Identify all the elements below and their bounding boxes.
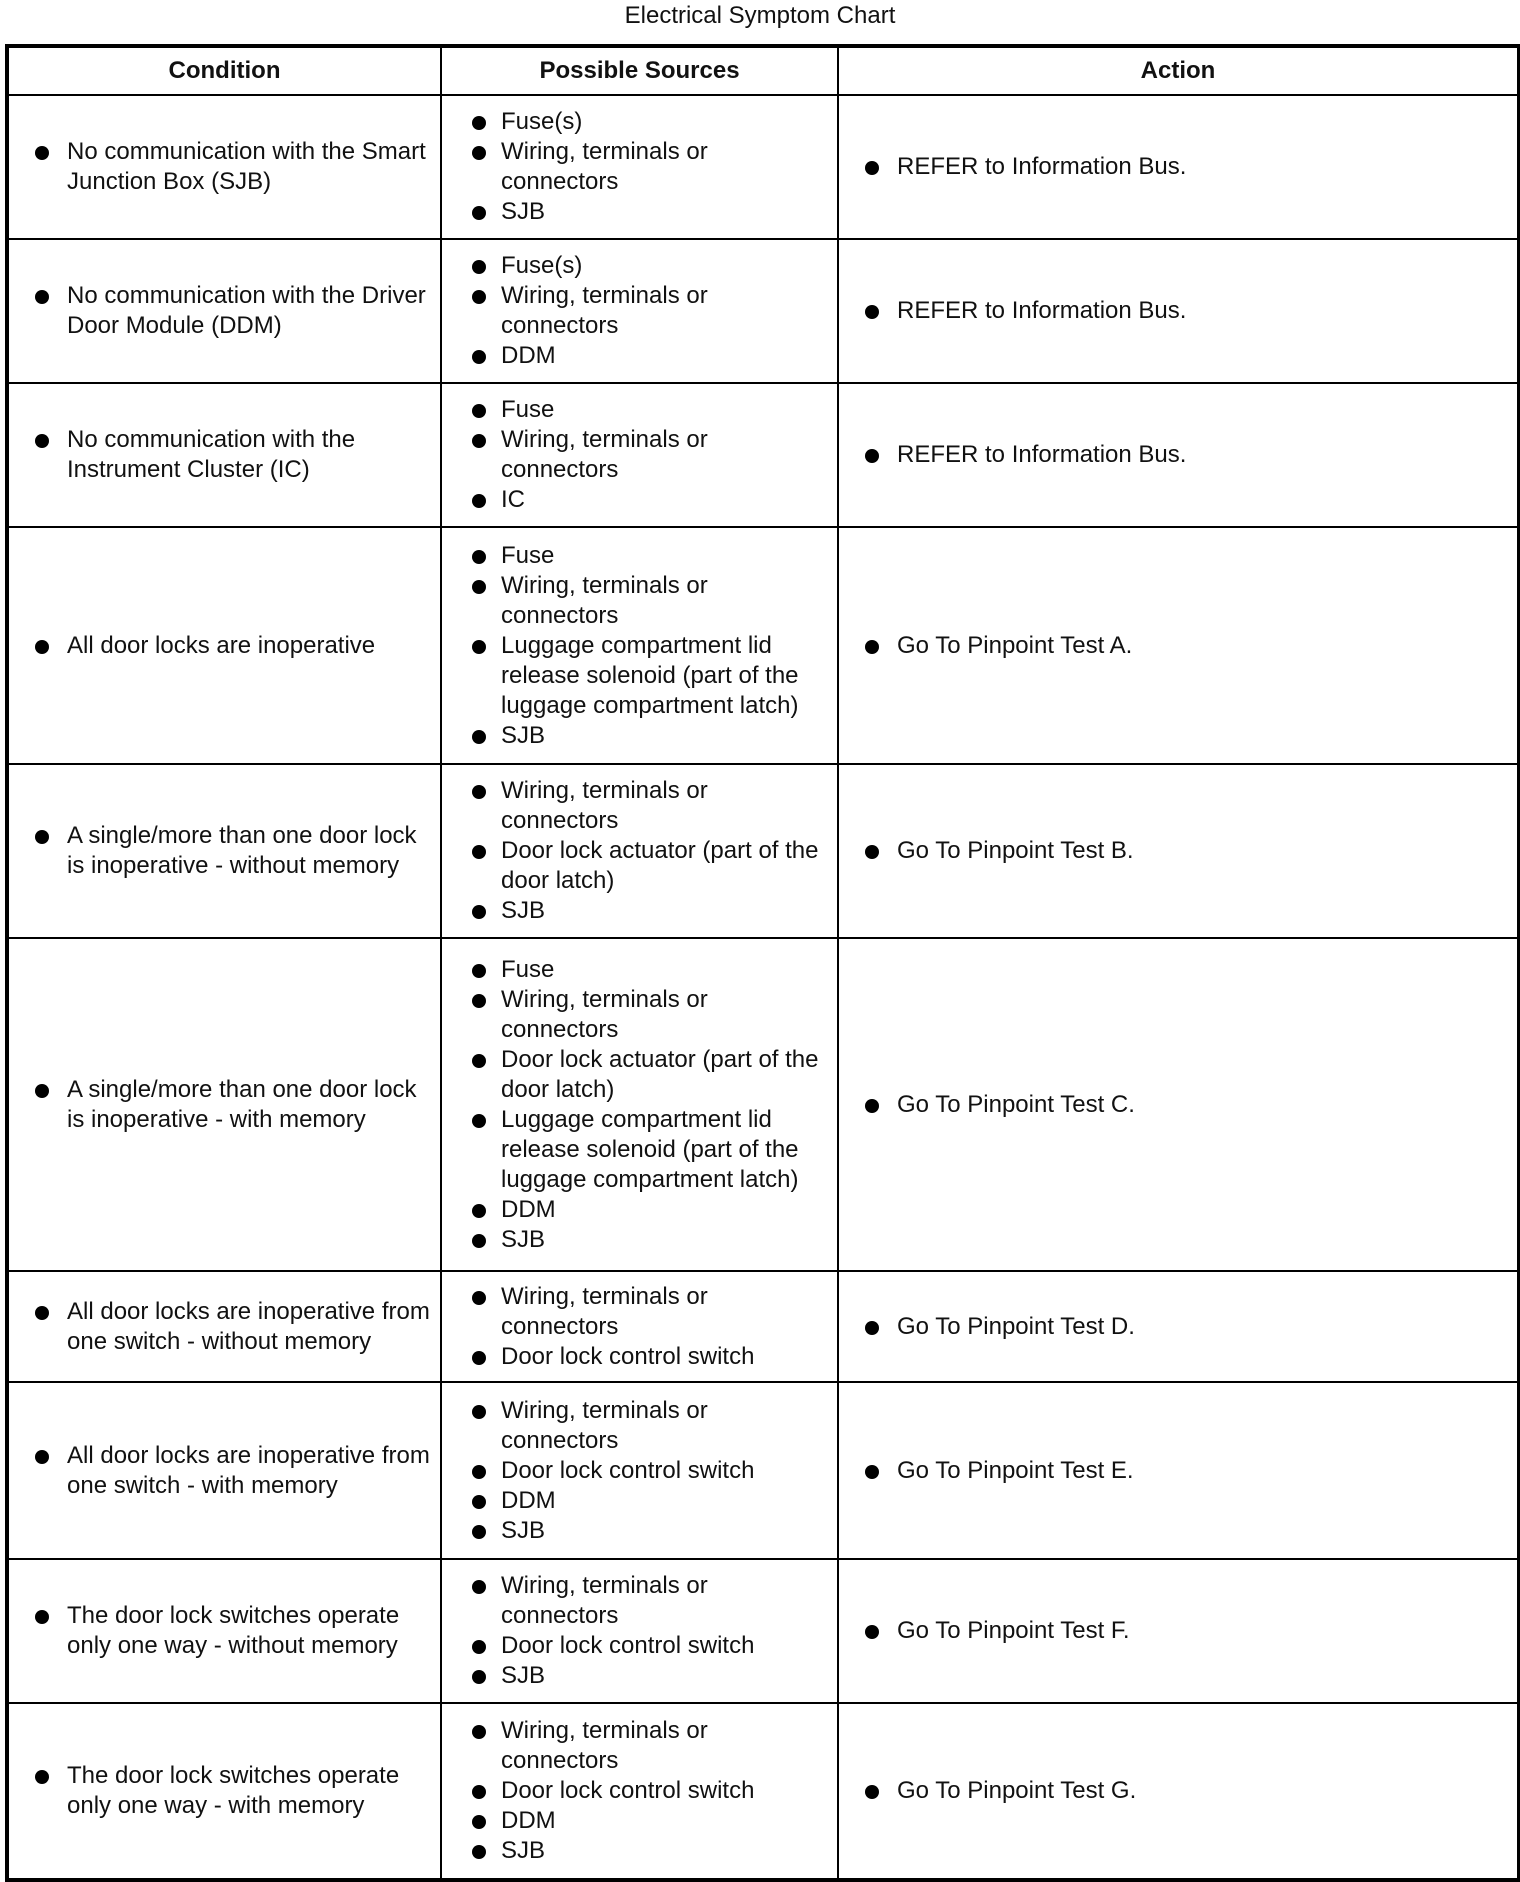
action-cell-list bbox=[839, 296, 1517, 326]
possible-sources-cell-list bbox=[442, 955, 837, 1255]
possible-sources-cell-list bbox=[442, 251, 837, 371]
possible-source-item: Door lock actuator (part of the door latch) bbox=[442, 1045, 837, 1105]
possible-source-item: Door lock actuator (part of the door latch) bbox=[442, 836, 837, 896]
possible-sources-cell bbox=[441, 764, 838, 938]
action-cell bbox=[838, 1382, 1519, 1559]
table-row bbox=[7, 764, 1519, 938]
table-row bbox=[7, 938, 1519, 1271]
condition-cell bbox=[7, 1703, 441, 1880]
possible-source-item: Luggage compartment lid release solenoid (part of the luggage compartment latch) bbox=[442, 1105, 837, 1195]
condition-text: No communication with the Instrument Cluster (IC) bbox=[9, 425, 440, 485]
possible-source-item: Luggage compartment lid release solenoid (part of the luggage compartment latch) bbox=[442, 631, 837, 721]
condition-cell bbox=[7, 95, 441, 239]
action-cell-list bbox=[839, 152, 1517, 182]
action-cell bbox=[838, 938, 1519, 1271]
condition-cell-list bbox=[9, 1761, 440, 1821]
condition-cell-list bbox=[9, 821, 440, 881]
action-cell-list bbox=[839, 1312, 1517, 1342]
possible-source-item: Door lock control switch bbox=[442, 1631, 837, 1661]
possible-sources-cell bbox=[441, 383, 838, 527]
possible-source-item: Fuse bbox=[442, 395, 837, 425]
possible-source-item: Fuse bbox=[442, 955, 837, 985]
condition-text: All door locks are inoperative from one switch - without memory bbox=[9, 1297, 440, 1357]
table-row bbox=[7, 383, 1519, 527]
possible-source-item: IC bbox=[442, 485, 837, 515]
condition-cell bbox=[7, 938, 441, 1271]
action-cell-list bbox=[839, 631, 1517, 661]
possible-sources-cell-list bbox=[442, 1716, 837, 1866]
condition-cell-list bbox=[9, 1441, 440, 1501]
possible-source-item: SJB bbox=[442, 721, 837, 751]
action-text: REFER to Information Bus. bbox=[839, 296, 1517, 326]
table-row bbox=[7, 1703, 1519, 1880]
table-body bbox=[7, 95, 1519, 1880]
action-cell-list bbox=[839, 1776, 1517, 1806]
possible-sources-cell-list bbox=[442, 1571, 837, 1691]
possible-source-item: DDM bbox=[442, 1195, 837, 1225]
condition-cell-list bbox=[9, 1601, 440, 1661]
action-cell bbox=[838, 1271, 1519, 1382]
condition-cell bbox=[7, 383, 441, 527]
condition-cell-list bbox=[9, 1297, 440, 1357]
table-row bbox=[7, 239, 1519, 383]
action-text: REFER to Information Bus. bbox=[839, 152, 1517, 182]
condition-text: All door locks are inoperative from one switch - with memory bbox=[9, 1441, 440, 1501]
action-cell-list bbox=[839, 836, 1517, 866]
condition-cell-list bbox=[9, 281, 440, 341]
possible-sources-cell bbox=[441, 1271, 838, 1382]
condition-text: All door locks are inoperative bbox=[9, 631, 440, 661]
action-cell bbox=[838, 95, 1519, 239]
action-text: Go To Pinpoint Test A. bbox=[839, 631, 1517, 661]
possible-sources-cell bbox=[441, 1559, 838, 1703]
possible-source-item: Wiring, terminals or connectors bbox=[442, 281, 837, 341]
possible-sources-cell-list bbox=[442, 395, 837, 515]
action-text: REFER to Information Bus. bbox=[839, 440, 1517, 470]
possible-source-item: Wiring, terminals or connectors bbox=[442, 137, 837, 197]
table-row bbox=[7, 1271, 1519, 1382]
action-text: Go To Pinpoint Test F. bbox=[839, 1616, 1517, 1646]
condition-cell bbox=[7, 1271, 441, 1382]
possible-source-item: Door lock control switch bbox=[442, 1456, 837, 1486]
symptom-chart-table bbox=[5, 44, 1520, 1882]
action-cell-list bbox=[839, 1090, 1517, 1120]
column-header-possible-sources: Possible Sources bbox=[441, 46, 838, 95]
possible-source-item: SJB bbox=[442, 896, 837, 926]
condition-cell bbox=[7, 527, 441, 764]
possible-source-item: SJB bbox=[442, 1225, 837, 1255]
possible-source-item: SJB bbox=[442, 1661, 837, 1691]
condition-text: A single/more than one door lock is inoperative - without memory bbox=[9, 821, 440, 881]
possible-source-item: Wiring, terminals or connectors bbox=[442, 1396, 837, 1456]
possible-sources-cell bbox=[441, 1703, 838, 1880]
possible-sources-cell-list bbox=[442, 1282, 837, 1372]
table-row bbox=[7, 95, 1519, 239]
possible-source-item: SJB bbox=[442, 1516, 837, 1546]
condition-text: A single/more than one door lock is inoperative - with memory bbox=[9, 1075, 440, 1135]
column-header-action: Action bbox=[838, 46, 1519, 95]
action-text: Go To Pinpoint Test E. bbox=[839, 1456, 1517, 1486]
condition-text: The door lock switches operate only one way - without memory bbox=[9, 1601, 440, 1661]
possible-source-item: SJB bbox=[442, 197, 837, 227]
action-text: Go To Pinpoint Test G. bbox=[839, 1776, 1517, 1806]
condition-cell bbox=[7, 764, 441, 938]
possible-source-item: Fuse(s) bbox=[442, 251, 837, 281]
possible-source-item: Wiring, terminals or connectors bbox=[442, 571, 837, 631]
possible-source-item: Door lock control switch bbox=[442, 1342, 837, 1372]
table-row bbox=[7, 527, 1519, 764]
column-header-condition: Condition bbox=[7, 46, 441, 95]
action-text: Go To Pinpoint Test C. bbox=[839, 1090, 1517, 1120]
condition-text: The door lock switches operate only one way - with memory bbox=[9, 1761, 440, 1821]
possible-sources-cell-list bbox=[442, 107, 837, 227]
table-header-row bbox=[7, 46, 1519, 95]
possible-source-item: Wiring, terminals or connectors bbox=[442, 1571, 837, 1631]
condition-cell-list bbox=[9, 137, 440, 197]
condition-text: No communication with the Driver Door Module (DDM) bbox=[9, 281, 440, 341]
table-row bbox=[7, 1559, 1519, 1703]
possible-source-item: Fuse bbox=[442, 541, 837, 571]
action-cell bbox=[838, 383, 1519, 527]
action-text: Go To Pinpoint Test B. bbox=[839, 836, 1517, 866]
possible-sources-cell-list bbox=[442, 541, 837, 751]
action-cell bbox=[838, 239, 1519, 383]
action-cell bbox=[838, 764, 1519, 938]
possible-source-item: Wiring, terminals or connectors bbox=[442, 985, 837, 1045]
possible-source-item: Wiring, terminals or connectors bbox=[442, 1282, 837, 1342]
possible-source-item: Fuse(s) bbox=[442, 107, 837, 137]
possible-source-item: Door lock control switch bbox=[442, 1776, 837, 1806]
condition-text: No communication with the Smart Junction Box (SJB) bbox=[9, 137, 440, 197]
possible-source-item: DDM bbox=[442, 1806, 837, 1836]
possible-source-item: Wiring, terminals or connectors bbox=[442, 1716, 837, 1776]
possible-source-item: SJB bbox=[442, 1836, 837, 1866]
page-title: Electrical Symptom Chart bbox=[624, 2, 896, 29]
action-cell bbox=[838, 527, 1519, 764]
condition-cell bbox=[7, 1559, 441, 1703]
possible-sources-cell bbox=[441, 527, 838, 764]
condition-cell-list bbox=[9, 1075, 440, 1135]
action-cell bbox=[838, 1703, 1519, 1880]
action-cell bbox=[838, 1559, 1519, 1703]
possible-source-item: Wiring, terminals or connectors bbox=[442, 425, 837, 485]
possible-source-item: DDM bbox=[442, 1486, 837, 1516]
possible-sources-cell bbox=[441, 95, 838, 239]
possible-sources-cell bbox=[441, 239, 838, 383]
action-cell-list bbox=[839, 1616, 1517, 1646]
condition-cell bbox=[7, 239, 441, 383]
condition-cell-list bbox=[9, 631, 440, 661]
action-cell-list bbox=[839, 1456, 1517, 1486]
condition-cell bbox=[7, 1382, 441, 1559]
condition-cell-list bbox=[9, 425, 440, 485]
possible-sources-cell bbox=[441, 1382, 838, 1559]
possible-sources-cell-list bbox=[442, 1396, 837, 1546]
action-cell-list bbox=[839, 440, 1517, 470]
possible-sources-cell-list bbox=[442, 776, 837, 926]
possible-source-item: DDM bbox=[442, 341, 837, 371]
possible-source-item: Wiring, terminals or connectors bbox=[442, 776, 837, 836]
action-text: Go To Pinpoint Test D. bbox=[839, 1312, 1517, 1342]
possible-sources-cell bbox=[441, 938, 838, 1271]
table-row bbox=[7, 1382, 1519, 1559]
